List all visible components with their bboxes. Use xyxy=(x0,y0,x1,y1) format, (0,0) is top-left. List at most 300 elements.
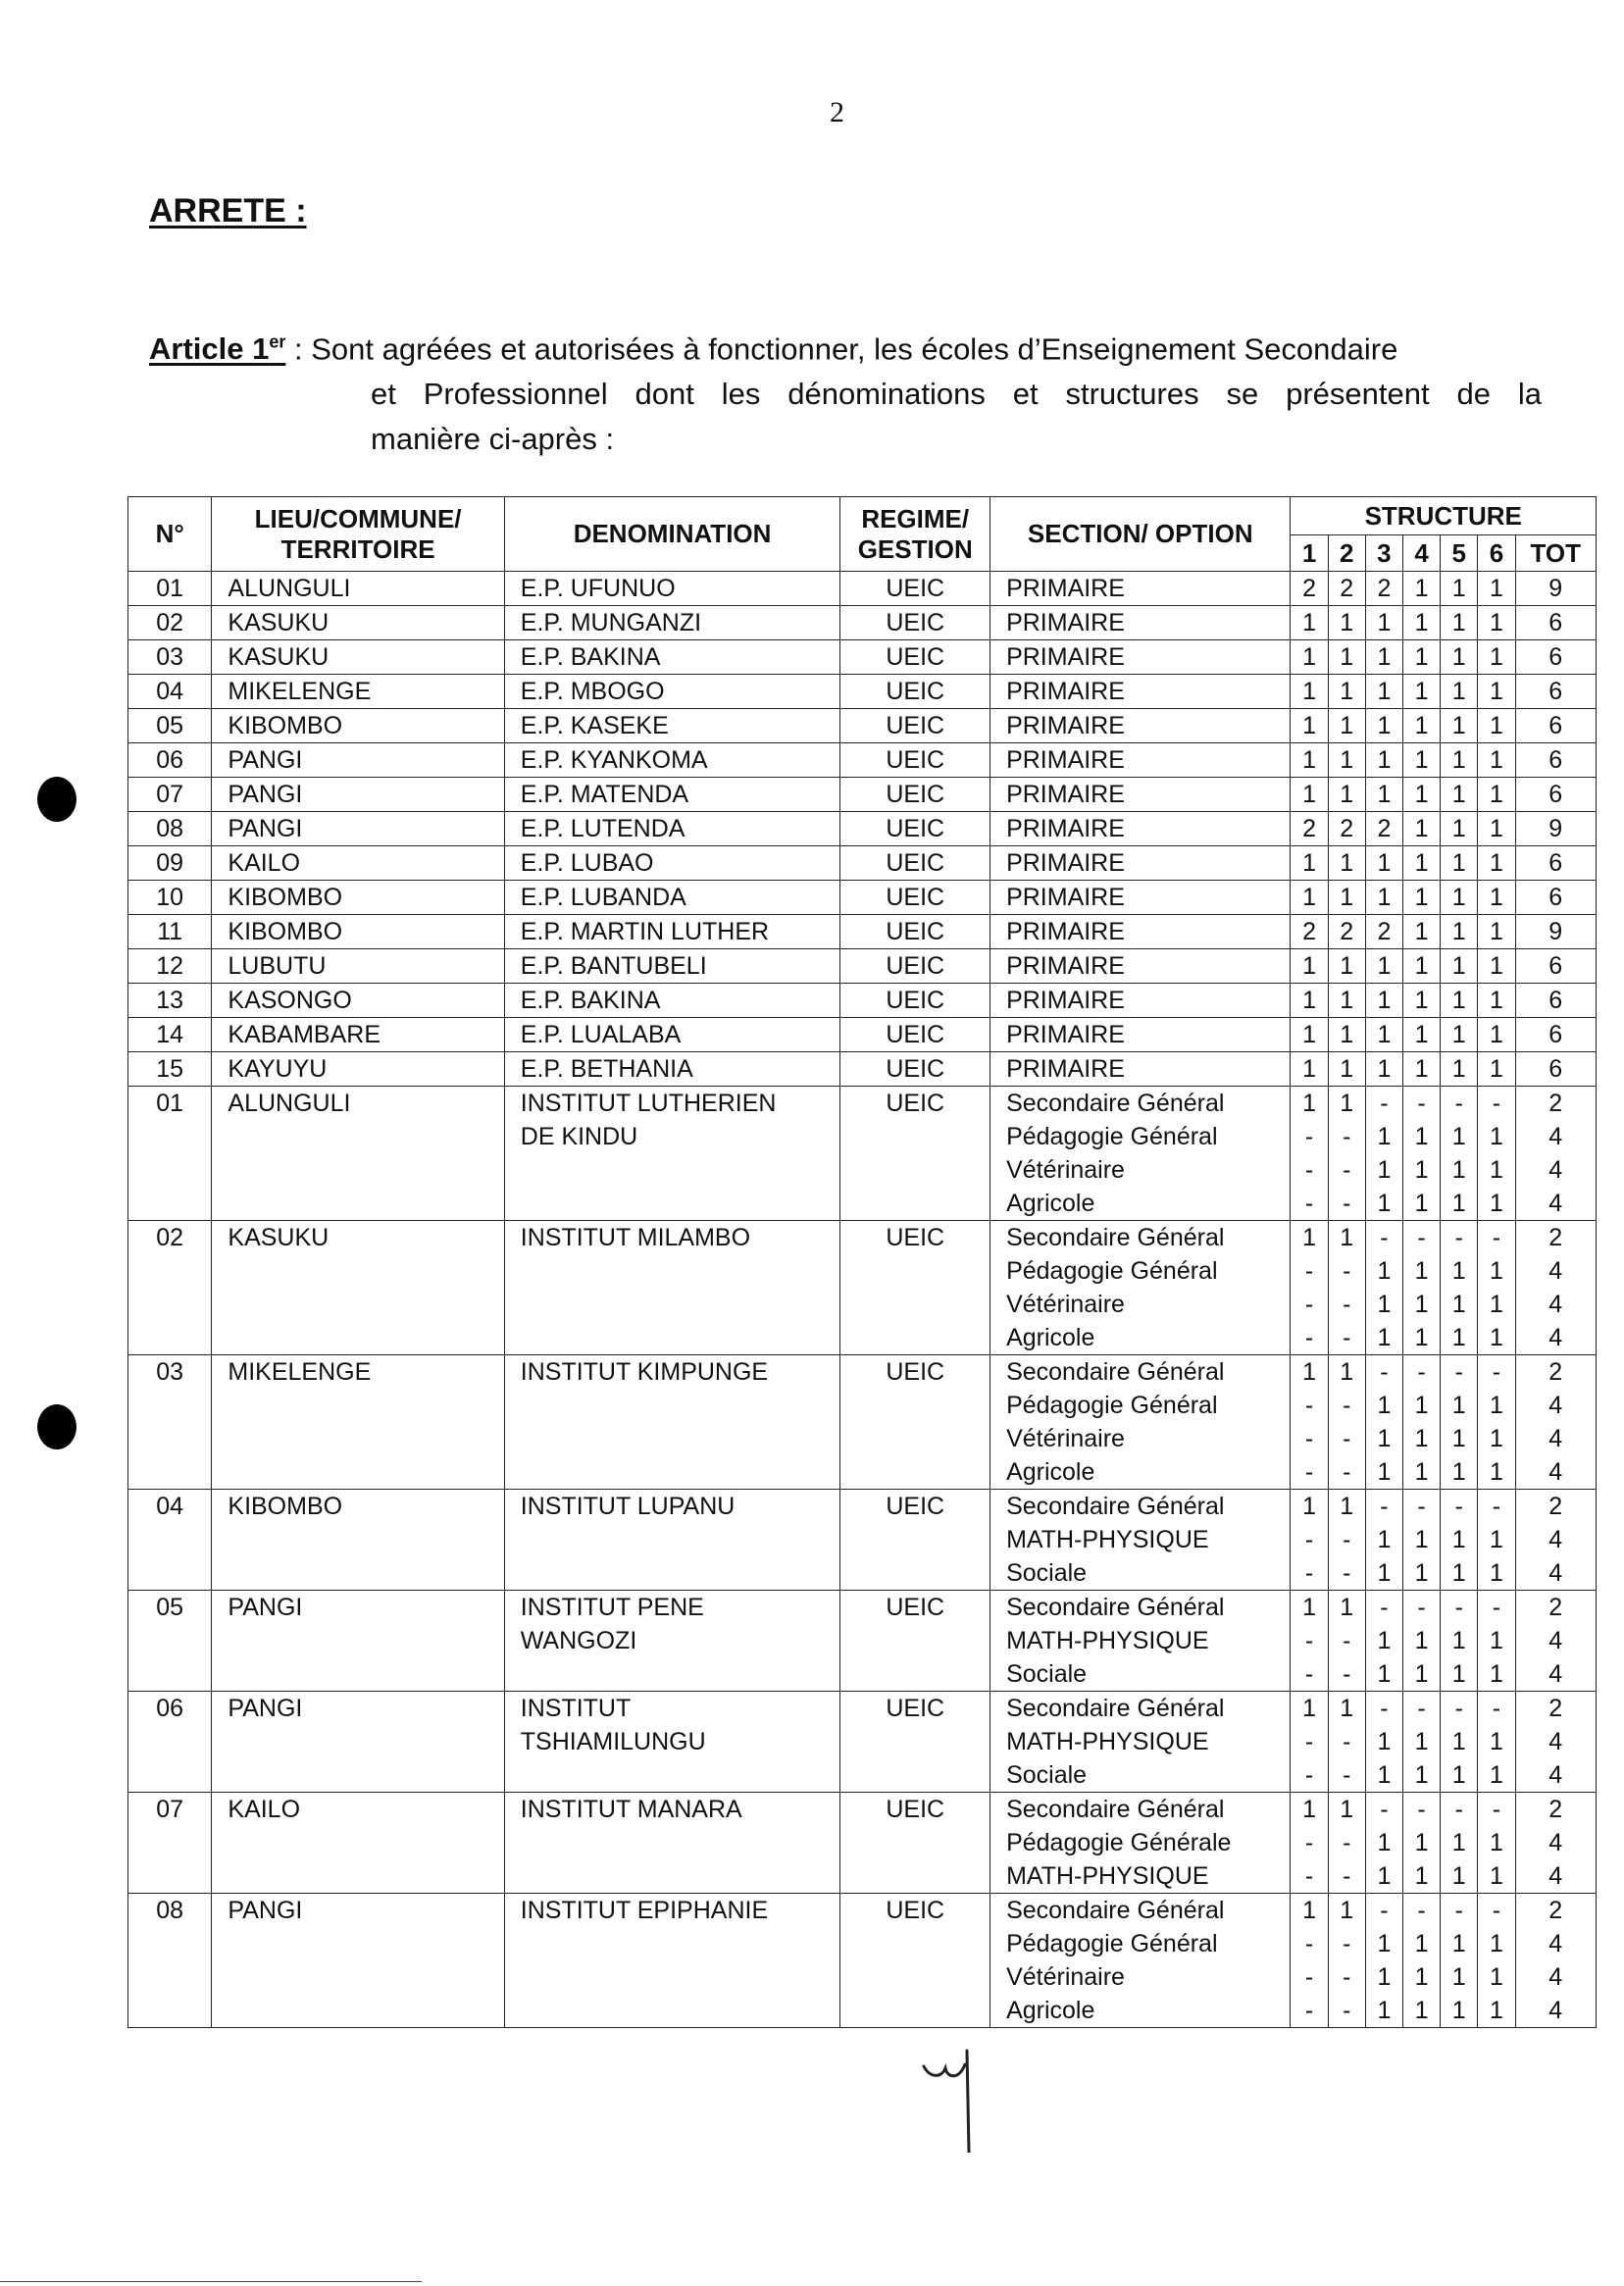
cell-structure-2-text: - xyxy=(1343,1930,1351,1957)
cell-denomination xyxy=(504,812,840,846)
cell-denomination-text xyxy=(509,1187,837,1220)
cell-tot-value: 6 xyxy=(1548,678,1563,705)
cell-structure-2-text: 1 xyxy=(1340,1493,1354,1520)
cell-denomination xyxy=(504,640,840,675)
cell-structure-4-text: 1 xyxy=(1414,1930,1429,1957)
cell-no-text xyxy=(132,1523,207,1556)
cell-section-text: PRIMAIRE xyxy=(1006,918,1125,945)
cell-structure-1-text: - xyxy=(1304,1660,1314,1688)
cell-tot xyxy=(1515,1490,1596,1591)
cell-no-text xyxy=(132,1321,207,1354)
cell-no-text xyxy=(132,1288,207,1321)
schools-table-body xyxy=(128,572,1597,2028)
cell-structure-5 xyxy=(1441,1355,1478,1490)
cell-structure-4 xyxy=(1403,640,1441,675)
cell-structure-6-text: - xyxy=(1492,1594,1501,1621)
cell-tot-text: 4 xyxy=(1548,1291,1563,1318)
cell-structure-3 xyxy=(1365,812,1402,846)
cell-lieu xyxy=(212,778,504,812)
cell-structure-6-text: - xyxy=(1492,1224,1501,1251)
cell-structure-value: 1 xyxy=(1377,849,1392,877)
cell-lieu-text: PANGI xyxy=(228,746,303,774)
cell-lieu-text: MIKELENGE xyxy=(228,678,372,705)
cell-regime-text: UEIC xyxy=(886,952,945,980)
cell-structure-1-text: - xyxy=(1304,1458,1314,1486)
cell-lieu-text xyxy=(216,1187,499,1220)
cell-lieu xyxy=(212,1490,504,1591)
cell-denomination xyxy=(504,1087,840,1221)
cell-regime-text: UEIC xyxy=(886,575,945,602)
cell-structure-5 xyxy=(1441,1591,1478,1692)
cell-no-text: 02 xyxy=(156,609,184,636)
cell-structure-3-text: - xyxy=(1380,1695,1389,1722)
cell-structure-value: 2 xyxy=(1302,918,1317,945)
cell-structure-4 xyxy=(1403,1018,1441,1052)
cell-no-text xyxy=(132,1994,207,2027)
cell-section xyxy=(990,1591,1291,1692)
table-row xyxy=(128,846,1597,881)
cell-lieu xyxy=(212,709,504,743)
cell-tot-value: 6 xyxy=(1548,1021,1563,1048)
cell-structure-1 xyxy=(1291,1221,1328,1355)
cell-section-text: Secondaire Général xyxy=(1006,1090,1225,1117)
cell-structure-value: 1 xyxy=(1489,575,1503,602)
cell-structure-6-text: 1 xyxy=(1489,1930,1503,1957)
cell-structure-3-text: 1 xyxy=(1377,1862,1392,1890)
cell-section-text: Pédagogie Générale xyxy=(1006,1829,1232,1856)
cell-structure-5-text: 1 xyxy=(1451,1559,1466,1587)
cell-structure-value: 1 xyxy=(1377,678,1392,705)
cell-structure-value: 1 xyxy=(1340,987,1354,1014)
cell-structure-5-text: - xyxy=(1454,1796,1463,1823)
cell-tot-text: 4 xyxy=(1548,1392,1563,1419)
cell-structure-6-text: 1 xyxy=(1489,1997,1503,2024)
cell-structure-value: 1 xyxy=(1377,884,1392,911)
cell-lieu-text: KASUKU xyxy=(228,609,330,636)
cell-tot-text: 4 xyxy=(1548,1627,1563,1654)
cell-structure-1 xyxy=(1291,1052,1328,1087)
cell-section-text: PRIMAIRE xyxy=(1006,1055,1125,1083)
cell-regime xyxy=(840,1221,990,1355)
cell-denomination-text xyxy=(509,1523,837,1556)
cell-structure-3-text: 1 xyxy=(1377,1291,1392,1318)
cell-section-text: Secondaire Général xyxy=(1006,1224,1225,1251)
cell-regime xyxy=(840,675,990,709)
cell-structure-1-text: 1 xyxy=(1302,1897,1317,1924)
cell-structure-value: 1 xyxy=(1377,987,1392,1014)
cell-structure-value: 1 xyxy=(1451,712,1466,739)
cell-structure-2 xyxy=(1328,675,1365,709)
cell-lieu xyxy=(212,572,504,606)
cell-regime-text xyxy=(844,1927,986,1960)
cell-structure-1-text: - xyxy=(1304,1526,1314,1553)
cell-structure-2 xyxy=(1328,778,1365,812)
cell-structure-1 xyxy=(1291,1793,1328,1894)
cell-lieu-text xyxy=(216,1523,499,1556)
cell-section-text: Secondaire Général xyxy=(1006,1796,1225,1823)
cell-lieu xyxy=(212,640,504,675)
cell-section xyxy=(990,743,1291,778)
cell-structure-value: 1 xyxy=(1302,781,1317,808)
cell-structure-6-text: 1 xyxy=(1489,1526,1503,1553)
cell-no-text: 11 xyxy=(157,918,183,945)
cell-structure-4 xyxy=(1403,1221,1441,1355)
cell-structure-1 xyxy=(1291,1591,1328,1692)
cell-structure-3 xyxy=(1365,778,1402,812)
cell-section-text: PRIMAIRE xyxy=(1006,746,1125,774)
cell-regime xyxy=(840,1052,990,1087)
cell-lieu-text xyxy=(216,1254,499,1288)
cell-regime xyxy=(840,572,990,606)
cell-structure-2-text: - xyxy=(1343,1190,1351,1217)
cell-structure-6-text: 1 xyxy=(1489,1963,1503,1991)
cell-section-text: Sociale xyxy=(1006,1761,1088,1789)
cell-structure-5-text: - xyxy=(1454,1695,1463,1722)
cell-structure-4-text: 1 xyxy=(1414,1392,1429,1419)
cell-structure-value: 1 xyxy=(1451,609,1466,636)
cell-tot xyxy=(1515,572,1596,606)
cell-structure-3-text: 1 xyxy=(1377,1963,1392,1991)
cell-structure-2 xyxy=(1328,1793,1365,1894)
cell-tot-text: 4 xyxy=(1548,1660,1563,1688)
cell-structure-3-text: 1 xyxy=(1377,1526,1392,1553)
cell-structure-1 xyxy=(1291,881,1328,915)
cell-denomination-text: E.P. MUNGANZI xyxy=(520,609,702,636)
cell-no xyxy=(128,949,212,984)
cell-lieu-text: ALUNGULI xyxy=(228,575,351,602)
cell-lieu xyxy=(212,846,504,881)
cell-structure-value: 1 xyxy=(1414,712,1429,739)
cell-structure-3 xyxy=(1365,743,1402,778)
cell-structure-6 xyxy=(1478,1894,1515,2028)
cell-structure-1-text: - xyxy=(1304,1627,1314,1654)
cell-tot xyxy=(1515,1692,1596,1793)
cell-tot xyxy=(1515,675,1596,709)
cell-structure-1-text: 1 xyxy=(1302,1493,1317,1520)
cell-regime-text: UEIC xyxy=(886,1493,945,1520)
article-text-line1: : Sont agréées et autorisées à fonctionner, les écoles d’Enseignement Secondaire xyxy=(293,331,1398,367)
table-row xyxy=(128,675,1597,709)
table-row xyxy=(128,1052,1597,1087)
cell-no xyxy=(128,606,212,640)
header-lieu: LIEU/COMMUNE/ TERRITOIRE xyxy=(212,497,504,572)
cell-denomination-text: E.P. BAKINA xyxy=(520,987,661,1014)
punch-hole-mark xyxy=(37,1404,76,1449)
cell-denomination-text xyxy=(509,1455,837,1489)
cell-structure-4-text: 1 xyxy=(1414,1862,1429,1890)
cell-no xyxy=(128,1692,212,1793)
cell-regime-text: UEIC xyxy=(886,1358,945,1386)
table-row xyxy=(128,743,1597,778)
cell-regime-text xyxy=(844,1523,986,1556)
cell-lieu xyxy=(212,743,504,778)
cell-tot-value: 6 xyxy=(1548,884,1563,911)
cell-section-text: MATH-PHYSIQUE xyxy=(1006,1862,1209,1890)
cell-regime-text xyxy=(844,1758,986,1792)
cell-structure-6 xyxy=(1478,1221,1515,1355)
cell-structure-value: 1 xyxy=(1414,678,1429,705)
cell-section-text: PRIMAIRE xyxy=(1006,575,1125,602)
cell-structure-3-text: - xyxy=(1380,1796,1389,1823)
cell-denomination-text xyxy=(509,1422,837,1455)
cell-structure-4 xyxy=(1403,1052,1441,1087)
cell-lieu-text: KIBOMBO xyxy=(228,918,343,945)
cell-structure-3-text: 1 xyxy=(1377,1829,1392,1856)
cell-structure-5-text: 1 xyxy=(1451,1526,1466,1553)
cell-structure-1-text: 1 xyxy=(1302,1224,1317,1251)
cell-structure-5-text: 1 xyxy=(1451,1392,1466,1419)
cell-structure-value: 2 xyxy=(1340,815,1354,842)
cell-tot-value: 6 xyxy=(1548,849,1563,877)
cell-structure-5-text: 1 xyxy=(1451,1156,1466,1184)
cell-structure-2 xyxy=(1328,1018,1365,1052)
cell-structure-4-text: 1 xyxy=(1414,1156,1429,1184)
cell-structure-5-text: 1 xyxy=(1451,1997,1466,2024)
cell-tot-text: 2 xyxy=(1548,1695,1563,1722)
cell-lieu-text: KIBOMBO xyxy=(228,884,343,911)
cell-section-text: PRIMAIRE xyxy=(1006,643,1125,671)
cell-structure-5 xyxy=(1441,1894,1478,2028)
cell-structure-4-text: - xyxy=(1417,1493,1426,1520)
cell-structure-3 xyxy=(1365,709,1402,743)
header-no: N° xyxy=(128,497,212,572)
cell-section-text: Vétérinaire xyxy=(1006,1291,1125,1318)
cell-lieu xyxy=(212,812,504,846)
cell-structure-2 xyxy=(1328,1087,1365,1221)
cell-structure-4 xyxy=(1403,1591,1441,1692)
article-paragraph xyxy=(149,320,1542,462)
cell-lieu-text xyxy=(216,1389,499,1422)
cell-structure-5-text: 1 xyxy=(1451,1829,1466,1856)
cell-regime-text: UEIC xyxy=(886,987,945,1014)
cell-lieu xyxy=(212,1018,504,1052)
cell-denomination-text xyxy=(509,1826,837,1859)
cell-structure-5 xyxy=(1441,606,1478,640)
cell-structure-value: 1 xyxy=(1489,746,1503,774)
cell-section xyxy=(990,1052,1291,1087)
cell-structure-value: 1 xyxy=(1489,643,1503,671)
cell-structure-6 xyxy=(1478,1793,1515,1894)
cell-lieu-text: KIBOMBO xyxy=(228,1493,343,1520)
cell-no-text: 08 xyxy=(156,1897,184,1924)
cell-structure-2-text: - xyxy=(1343,1291,1351,1318)
cell-denomination-text: E.P. MATENDA xyxy=(520,781,689,808)
cell-structure-value: 1 xyxy=(1451,815,1466,842)
cell-structure-4 xyxy=(1403,1490,1441,1591)
cell-structure-value: 1 xyxy=(1377,1021,1392,1048)
cell-structure-4-text: 1 xyxy=(1414,1997,1429,2024)
cell-regime-text: UEIC xyxy=(886,746,945,774)
cell-tot xyxy=(1515,1793,1596,1894)
cell-lieu xyxy=(212,949,504,984)
cell-no xyxy=(128,778,212,812)
cell-structure-4 xyxy=(1403,1692,1441,1793)
cell-structure-value: 1 xyxy=(1451,678,1466,705)
cell-structure-3 xyxy=(1365,1490,1402,1591)
cell-no-text: 10 xyxy=(156,884,184,911)
cell-structure-1 xyxy=(1291,1490,1328,1591)
cell-tot xyxy=(1515,881,1596,915)
cell-structure-3-text: 1 xyxy=(1377,1324,1392,1351)
cell-structure-2 xyxy=(1328,640,1365,675)
cell-section-text: MATH-PHYSIQUE xyxy=(1006,1627,1209,1654)
cell-section-text: PRIMAIRE xyxy=(1006,884,1125,911)
cell-structure-1 xyxy=(1291,1894,1328,2028)
cell-tot xyxy=(1515,743,1596,778)
cell-structure-3 xyxy=(1365,675,1402,709)
cell-structure-5 xyxy=(1441,709,1478,743)
cell-denomination-text: E.P. BETHANIA xyxy=(520,1055,693,1083)
cell-denomination xyxy=(504,572,840,606)
cell-lieu-text xyxy=(216,1153,499,1187)
cell-regime-text xyxy=(844,1422,986,1455)
header-structure-5: 5 xyxy=(1441,535,1478,572)
cell-tot xyxy=(1515,984,1596,1018)
cell-regime-text xyxy=(844,1556,986,1590)
cell-structure-4 xyxy=(1403,881,1441,915)
cell-structure-1 xyxy=(1291,743,1328,778)
cell-structure-4 xyxy=(1403,709,1441,743)
cell-regime xyxy=(840,846,990,881)
cell-regime-text xyxy=(844,1389,986,1422)
cell-structure-value: 1 xyxy=(1302,1021,1317,1048)
cell-structure-5-text: 1 xyxy=(1451,1291,1466,1318)
cell-structure-2-text: - xyxy=(1343,1829,1351,1856)
cell-lieu xyxy=(212,1355,504,1490)
cell-structure-value: 1 xyxy=(1489,884,1503,911)
cell-structure-5 xyxy=(1441,640,1478,675)
cell-structure-value: 1 xyxy=(1451,781,1466,808)
table-row xyxy=(128,709,1597,743)
cell-structure-6-text: 1 xyxy=(1489,1728,1503,1755)
cell-denomination-text xyxy=(509,1288,837,1321)
cell-no-text: 07 xyxy=(156,1796,184,1823)
cell-no xyxy=(128,1018,212,1052)
cell-structure-3 xyxy=(1365,949,1402,984)
cell-no xyxy=(128,1221,212,1355)
cell-tot-text: 2 xyxy=(1548,1796,1563,1823)
cell-structure-value: 1 xyxy=(1340,781,1354,808)
cell-structure-1-text: - xyxy=(1304,1123,1314,1150)
cell-structure-1-text: - xyxy=(1304,1963,1314,1991)
cell-tot-text: 4 xyxy=(1548,1324,1563,1351)
cell-lieu-text xyxy=(216,1927,499,1960)
cell-section xyxy=(990,1793,1291,1894)
cell-structure-4-text: - xyxy=(1417,1594,1426,1621)
cell-structure-6 xyxy=(1478,1591,1515,1692)
cell-denomination-text: E.P. KASEKE xyxy=(520,712,669,739)
cell-structure-value: 1 xyxy=(1414,746,1429,774)
cell-structure-2-text: - xyxy=(1343,1156,1351,1184)
cell-structure-4 xyxy=(1403,846,1441,881)
cell-structure-6-text: 1 xyxy=(1489,1559,1503,1587)
header-structure-6: 6 xyxy=(1478,535,1515,572)
cell-structure-6-text: 1 xyxy=(1489,1761,1503,1789)
cell-structure-value: 1 xyxy=(1414,1021,1429,1048)
cell-structure-4 xyxy=(1403,984,1441,1018)
table-row xyxy=(128,949,1597,984)
cell-tot-text: 2 xyxy=(1548,1090,1563,1117)
cell-structure-value: 1 xyxy=(1302,1055,1317,1083)
cell-lieu xyxy=(212,1894,504,2028)
cell-tot-text: 4 xyxy=(1548,1526,1563,1553)
cell-structure-value: 1 xyxy=(1451,987,1466,1014)
cell-denomination xyxy=(504,984,840,1018)
table-row xyxy=(128,984,1597,1018)
cell-structure-1-text: - xyxy=(1304,1324,1314,1351)
cell-structure-value: 1 xyxy=(1489,1021,1503,1048)
cell-structure-3 xyxy=(1365,881,1402,915)
cell-regime-text: UEIC xyxy=(886,1796,945,1823)
cell-structure-3 xyxy=(1365,606,1402,640)
cell-structure-5 xyxy=(1441,778,1478,812)
cell-tot-text: 2 xyxy=(1548,1897,1563,1924)
cell-lieu-text: KASUKU xyxy=(228,1224,330,1251)
cell-no-text: 04 xyxy=(156,678,184,705)
cell-tot xyxy=(1515,1052,1596,1087)
cell-structure-5-text: 1 xyxy=(1451,1190,1466,1217)
cell-regime xyxy=(840,915,990,949)
cell-structure-2 xyxy=(1328,984,1365,1018)
cell-structure-2-text: - xyxy=(1343,1660,1351,1688)
footer-rule xyxy=(0,2281,422,2282)
cell-structure-1 xyxy=(1291,915,1328,949)
cell-lieu-text: ALUNGULI xyxy=(228,1090,351,1117)
cell-structure-value: 1 xyxy=(1451,1021,1466,1048)
cell-structure-value: 2 xyxy=(1340,918,1354,945)
cell-structure-5 xyxy=(1441,949,1478,984)
cell-tot-text: 4 xyxy=(1548,1997,1563,2024)
cell-structure-2 xyxy=(1328,709,1365,743)
cell-regime xyxy=(840,1018,990,1052)
cell-section-text: Pédagogie Général xyxy=(1006,1257,1218,1285)
cell-structure-5 xyxy=(1441,572,1478,606)
cell-no-text xyxy=(132,1556,207,1590)
cell-tot xyxy=(1515,812,1596,846)
cell-tot-value: 9 xyxy=(1548,815,1563,842)
cell-structure-1 xyxy=(1291,778,1328,812)
cell-structure-4 xyxy=(1403,606,1441,640)
cell-structure-value: 1 xyxy=(1451,884,1466,911)
cell-section-text: Agricole xyxy=(1006,1458,1095,1486)
cell-regime-text: UEIC xyxy=(886,1021,945,1048)
cell-denomination-text: E.P. MARTIN LUTHER xyxy=(520,918,770,945)
cell-denomination xyxy=(504,881,840,915)
cell-denomination-text: E.P. LUBANDA xyxy=(520,884,686,911)
cell-lieu-text: KIBOMBO xyxy=(228,712,343,739)
cell-regime-text: UEIC xyxy=(886,1055,945,1083)
schools-table xyxy=(127,496,1597,2028)
cell-structure-2 xyxy=(1328,1894,1365,2028)
cell-lieu-text xyxy=(216,1960,499,1994)
cell-structure-6 xyxy=(1478,1355,1515,1490)
cell-lieu xyxy=(212,1591,504,1692)
cell-regime xyxy=(840,1087,990,1221)
cell-structure-4 xyxy=(1403,675,1441,709)
cell-lieu-text xyxy=(216,1120,499,1153)
cell-structure-value: 1 xyxy=(1340,609,1354,636)
cell-lieu-text xyxy=(216,1422,499,1455)
cell-structure-2 xyxy=(1328,743,1365,778)
cell-structure-value: 1 xyxy=(1451,1055,1466,1083)
cell-structure-5-text: 1 xyxy=(1451,1963,1466,1991)
cell-denomination-text: INSTITUT LUPANU xyxy=(520,1493,736,1520)
cell-section-text: Pédagogie Général xyxy=(1006,1123,1218,1150)
cell-section-text: Secondaire Général xyxy=(1006,1695,1225,1722)
cell-structure-2-text: 1 xyxy=(1340,1594,1354,1621)
cell-structure-value: 1 xyxy=(1414,952,1429,980)
cell-section xyxy=(990,1490,1291,1591)
